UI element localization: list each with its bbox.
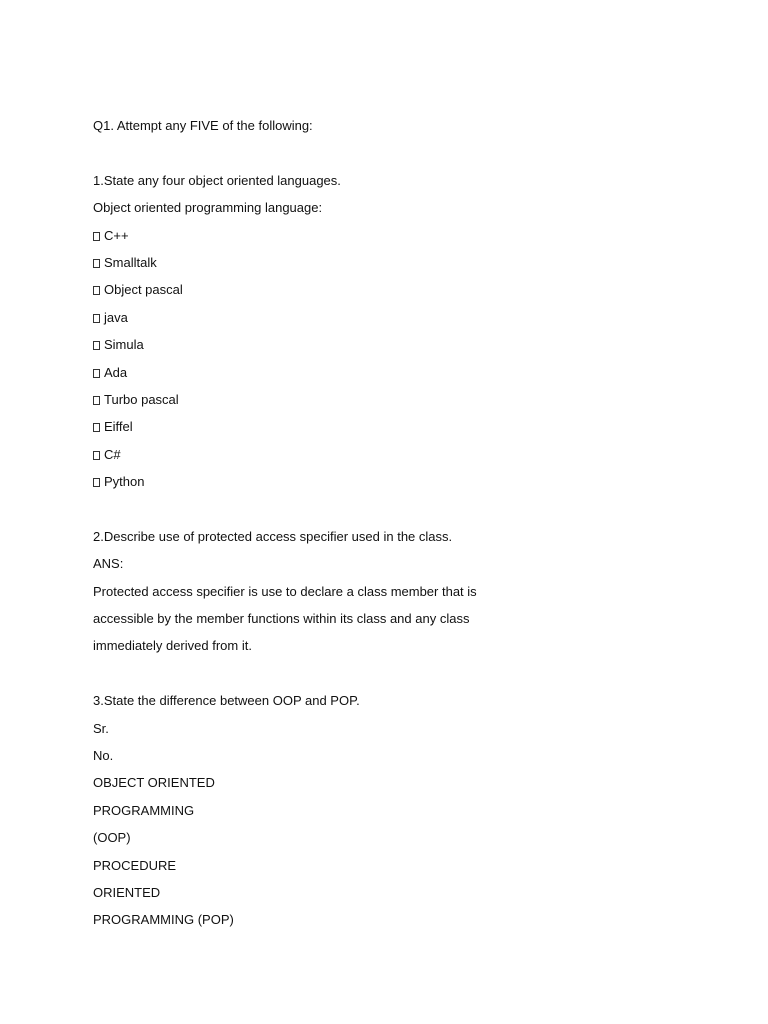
table-text-line: PROGRAMMING (POP) (93, 912, 234, 928)
list-item-label: java (104, 309, 128, 325)
list-item-label: Simula (104, 337, 144, 353)
list-item (93, 222, 768, 249)
missing-glyph-icon (93, 286, 100, 295)
table-text-line: (OOP) (93, 830, 131, 846)
list-item-label: Object pascal (104, 282, 183, 298)
spacer (93, 660, 768, 687)
language-list (93, 222, 768, 496)
list-item-label: Eiffel (104, 419, 133, 435)
missing-glyph-icon (93, 259, 100, 268)
missing-glyph-icon (93, 478, 100, 487)
table-text-line: PROCEDURE (93, 857, 177, 873)
missing-glyph-icon (93, 369, 100, 378)
table-text-line: PROGRAMMING (93, 802, 195, 818)
answer-line: accessible by the member functions within its class and any class (93, 611, 470, 627)
list-item-label: Turbo pascal (104, 391, 179, 407)
list-item-label: Ada (104, 364, 128, 380)
question-3: 3.State the difference between OOP and POP. (93, 693, 360, 709)
question-1-intro: Object oriented programming language: (93, 200, 323, 216)
spacer (93, 495, 768, 522)
missing-glyph-icon (93, 423, 100, 432)
answer-line: Protected access specifier is use to declare a class member that is (93, 583, 477, 599)
list-item-label: C++ (104, 227, 129, 243)
section-heading: Q1. Attempt any FIVE of the following: (93, 118, 313, 133)
list-item (93, 468, 768, 495)
list-item (93, 441, 768, 468)
missing-glyph-icon (93, 232, 100, 241)
missing-glyph-icon (93, 396, 100, 405)
list-item (93, 331, 768, 358)
spacer (93, 139, 768, 166)
list-item-label: Smalltalk (104, 254, 157, 270)
missing-glyph-icon (93, 451, 100, 460)
missing-glyph-icon (93, 314, 100, 323)
list-item-label: Python (104, 474, 145, 490)
table-text-line: ORIENTED (93, 884, 161, 900)
list-item-label: C# (104, 446, 121, 462)
list-item (93, 413, 768, 440)
list-item (93, 359, 768, 386)
list-item (93, 386, 768, 413)
table-text-line: No. (93, 747, 114, 763)
list-item (93, 304, 768, 331)
answer-line: immediately derived from it. (93, 638, 252, 654)
question-1: 1.State any four object oriented languages. (93, 172, 341, 188)
answer-label: ANS: (93, 556, 124, 572)
question-2: 2.Describe use of protected access specifier used in the class. (93, 528, 453, 544)
missing-glyph-icon (93, 341, 100, 350)
table-text-line: OBJECT ORIENTED (93, 775, 215, 791)
list-item (93, 249, 768, 276)
list-item (93, 276, 768, 303)
table-text-line: Sr. (93, 720, 109, 736)
